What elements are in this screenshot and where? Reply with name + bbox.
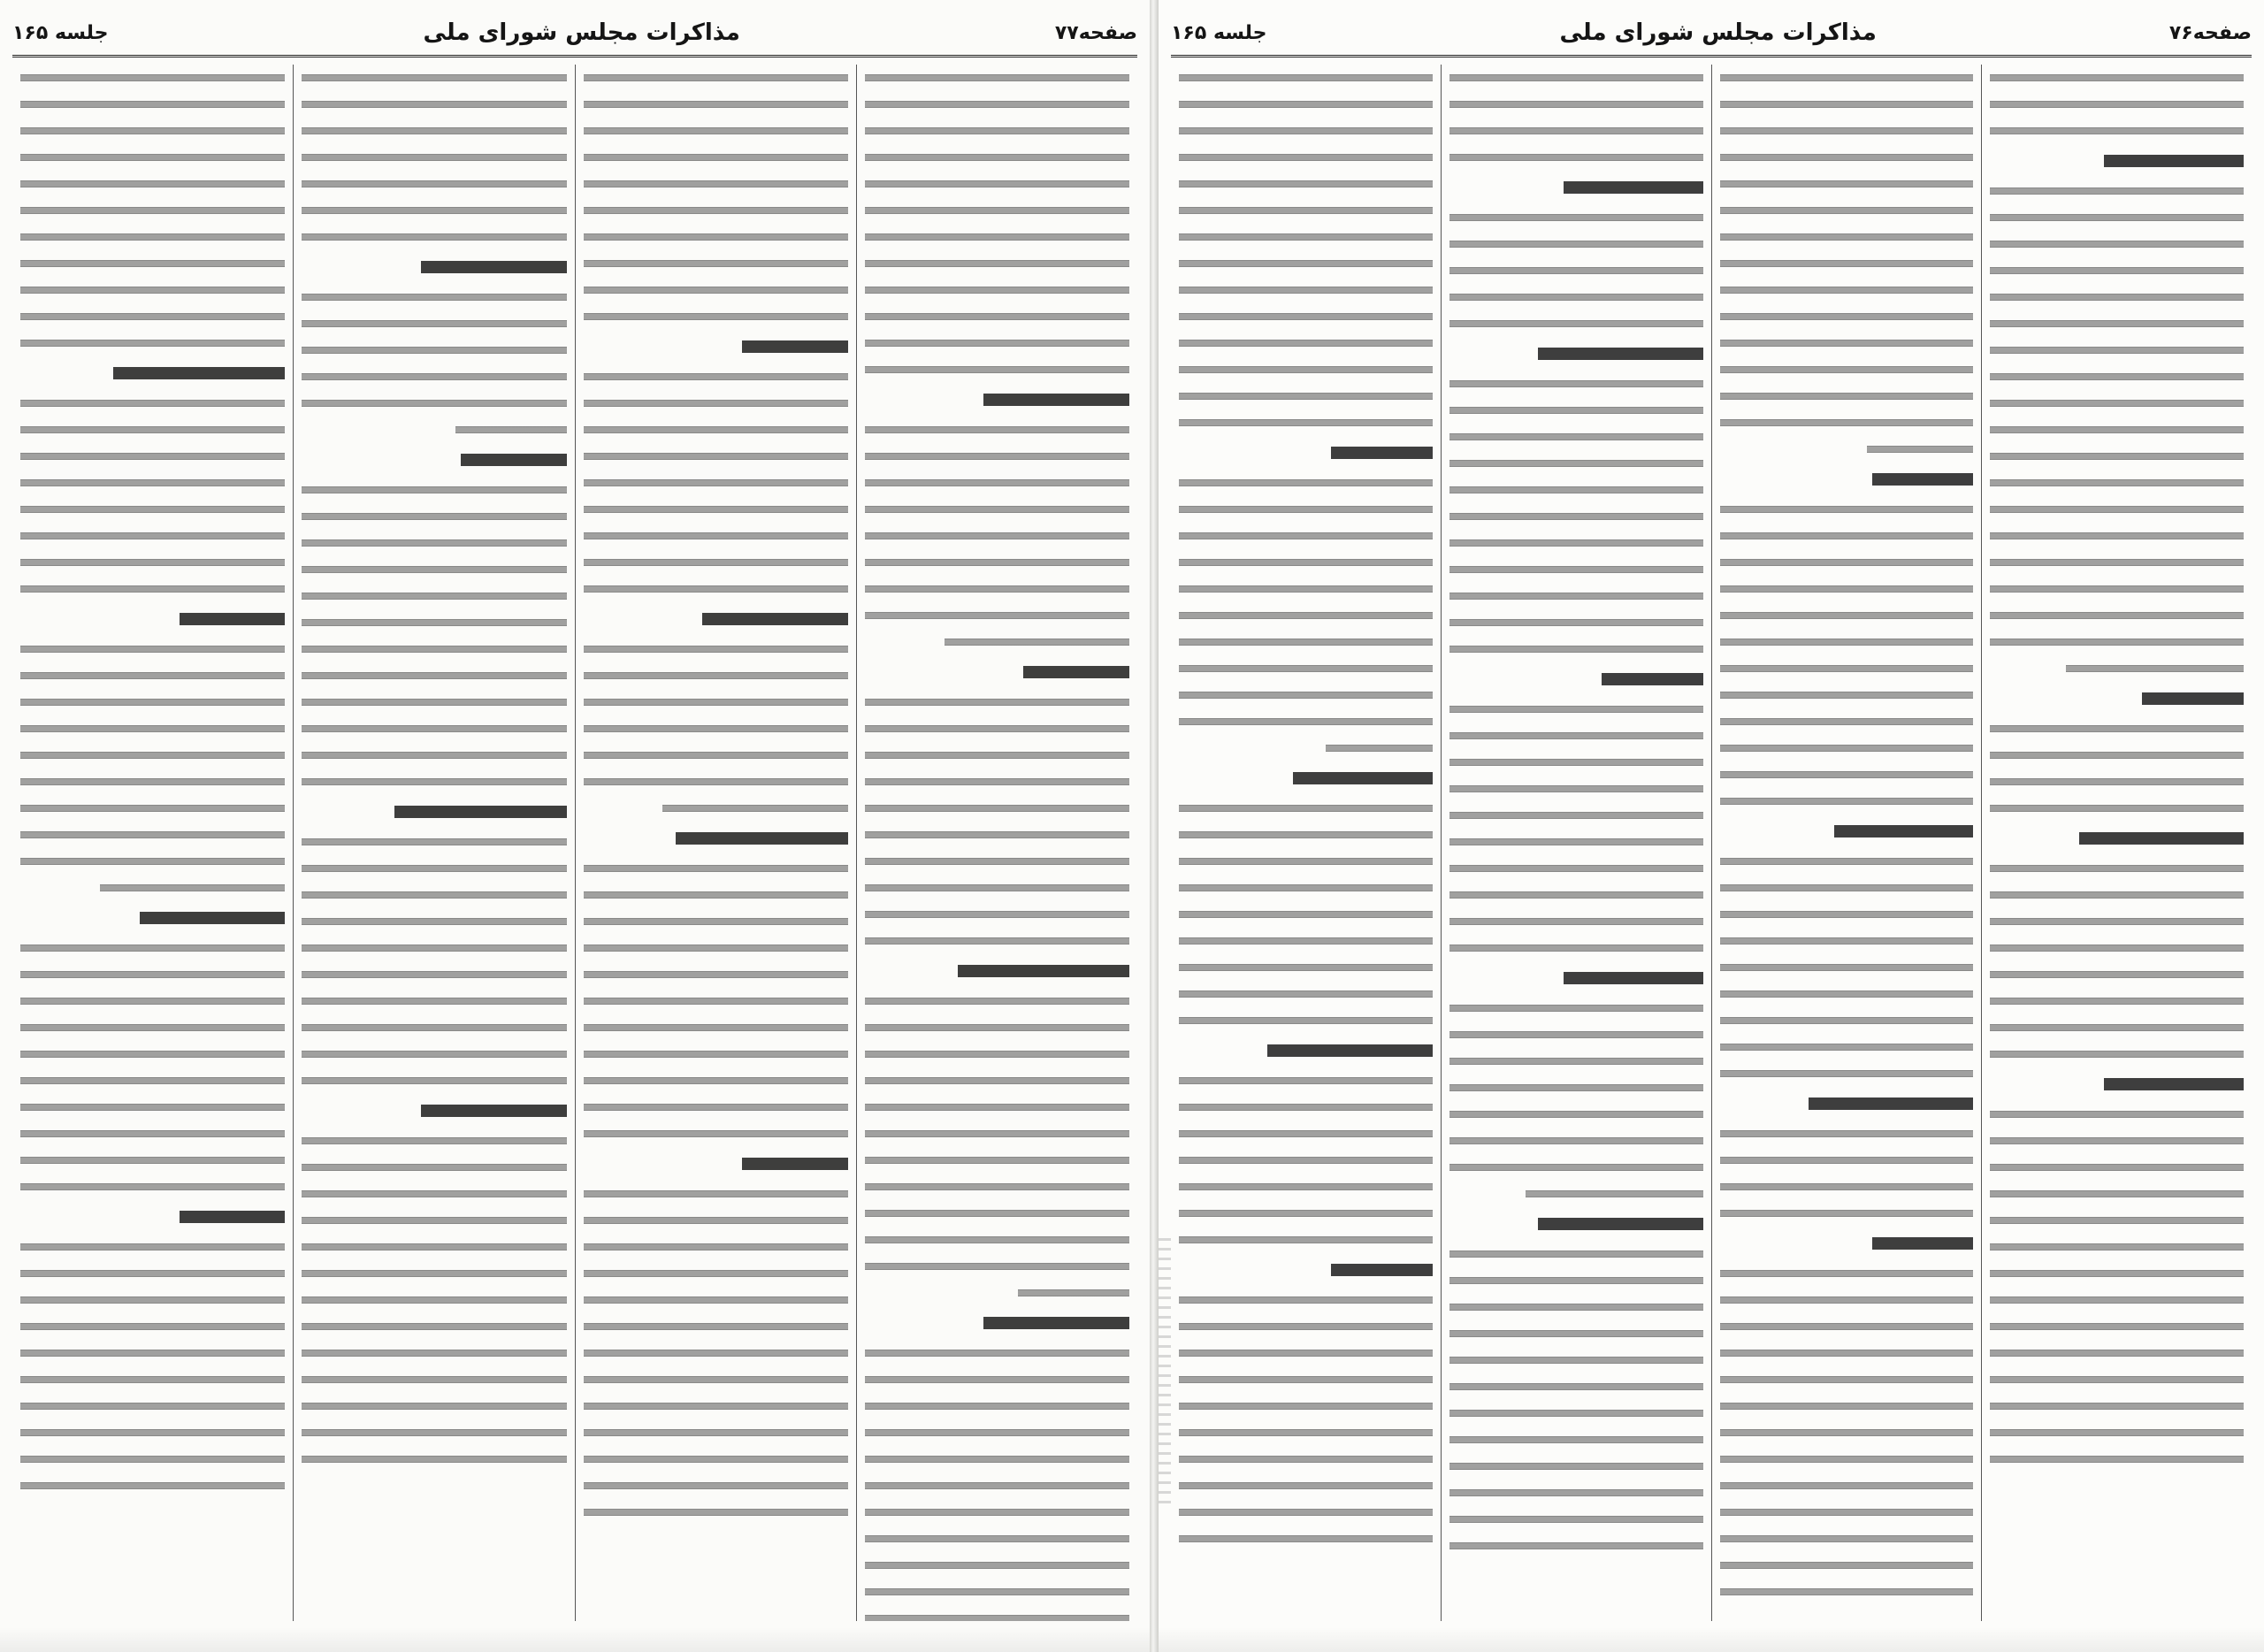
text-block xyxy=(1990,855,2244,1067)
text-block xyxy=(1179,470,1433,735)
text-block xyxy=(1449,696,1703,961)
text-block xyxy=(1449,995,1703,1181)
left-column-1 xyxy=(856,65,1137,1621)
text-block xyxy=(865,417,1129,629)
right-session-label: جلسه ۱۶۵ xyxy=(1171,21,1267,44)
text-block xyxy=(584,636,848,795)
text-block xyxy=(302,1128,566,1472)
book-gutter xyxy=(1150,0,1159,1652)
text-block xyxy=(20,65,285,356)
text-block xyxy=(1018,1280,1129,1306)
speaker-heading xyxy=(1449,176,1703,199)
text-block xyxy=(2066,655,2244,682)
right-column-2 xyxy=(1711,65,1982,1621)
right-column-3 xyxy=(1441,65,1711,1621)
right-column-4 xyxy=(1171,65,1441,1621)
text-block xyxy=(1720,1120,1974,1227)
speaker-heading xyxy=(1449,1212,1703,1235)
speaker-heading xyxy=(302,256,566,279)
text-block xyxy=(1179,1287,1433,1552)
text-block xyxy=(1449,1241,1703,1559)
speaker-heading xyxy=(1990,687,2244,710)
left-page-number: صفحه۷۷ xyxy=(1054,21,1137,44)
text-block xyxy=(455,417,567,443)
speaker-heading xyxy=(1449,967,1703,990)
text-block xyxy=(302,477,566,795)
speaker-heading xyxy=(584,335,848,358)
text-block xyxy=(584,363,848,602)
text-block xyxy=(1179,1067,1433,1253)
speaker-heading xyxy=(1449,668,1703,691)
binding-artifact xyxy=(1159,1238,1171,1503)
speaker-heading xyxy=(1720,1232,1974,1255)
text-block xyxy=(1720,1260,1974,1605)
right-columns xyxy=(1171,65,2252,1621)
left-columns xyxy=(12,65,1137,1621)
text-block xyxy=(302,829,566,1094)
left-session-label: جلسه ۱۶۵ xyxy=(12,21,109,44)
speaker-heading xyxy=(584,827,848,850)
speaker-heading xyxy=(20,608,285,631)
speaker-heading xyxy=(584,608,848,631)
right-page xyxy=(1159,0,2264,1652)
text-block xyxy=(1449,371,1703,662)
speaker-heading xyxy=(1720,820,1974,843)
speaker-heading xyxy=(865,1312,1129,1335)
page-edge-shadow xyxy=(0,1627,1150,1652)
speaker-heading xyxy=(302,800,566,823)
speaker-heading xyxy=(1179,1258,1433,1281)
left-running-title: مذاکرات مجلس شورای ملی xyxy=(423,19,740,46)
speaker-heading xyxy=(302,1099,566,1122)
speaker-heading xyxy=(1179,441,1433,464)
text-block xyxy=(1720,848,1974,1087)
speaker-heading xyxy=(20,906,285,929)
text-block xyxy=(865,988,1129,1280)
text-block xyxy=(1867,436,1973,463)
speaker-heading xyxy=(865,661,1129,684)
text-block xyxy=(20,390,285,602)
text-block xyxy=(20,935,285,1200)
text-block xyxy=(865,65,1129,383)
text-block xyxy=(865,1340,1129,1621)
page-edge-shadow xyxy=(1159,1627,2264,1652)
text-block xyxy=(1720,496,1974,815)
left-column-3 xyxy=(293,65,574,1621)
text-block xyxy=(1990,715,2244,822)
text-block xyxy=(302,65,566,250)
text-block xyxy=(1449,65,1703,171)
text-block xyxy=(302,284,566,417)
left-page-header xyxy=(12,11,1137,57)
text-block xyxy=(584,1181,848,1526)
text-block xyxy=(1526,1181,1703,1207)
speaker-heading xyxy=(1720,468,1974,491)
speaker-heading xyxy=(1720,1092,1974,1115)
right-running-title: مذاکرات مجلس شورای ملی xyxy=(1559,19,1877,46)
speaker-heading xyxy=(1990,149,2244,172)
text-block xyxy=(1179,795,1433,1034)
speaker-heading xyxy=(1990,827,2244,850)
text-block xyxy=(865,689,1129,954)
text-block xyxy=(945,629,1129,655)
text-block xyxy=(662,795,847,822)
left-column-4 xyxy=(12,65,293,1621)
speaker-heading xyxy=(302,448,566,471)
text-block xyxy=(1326,735,1432,761)
right-page-number: صفحه۷۶ xyxy=(2168,21,2252,44)
text-block xyxy=(1990,178,2244,655)
text-block xyxy=(584,855,848,1147)
text-block xyxy=(20,636,285,875)
speaker-heading xyxy=(20,1205,285,1228)
text-block xyxy=(20,1234,285,1499)
left-column-2 xyxy=(575,65,856,1621)
right-page-header xyxy=(1171,11,2252,57)
text-block xyxy=(1720,65,1974,436)
text-block xyxy=(1990,65,2244,144)
text-block xyxy=(1990,1101,2244,1472)
speaker-heading xyxy=(865,388,1129,411)
text-block xyxy=(584,65,848,330)
text-block xyxy=(1179,65,1433,436)
speaker-heading xyxy=(1990,1073,2244,1096)
text-block xyxy=(1449,204,1703,337)
speaker-heading xyxy=(865,960,1129,983)
right-column-1 xyxy=(1981,65,2252,1621)
speaker-heading xyxy=(20,362,285,385)
speaker-heading xyxy=(584,1152,848,1175)
speaker-heading xyxy=(1179,1039,1433,1062)
speaker-heading xyxy=(1449,342,1703,365)
speaker-heading xyxy=(1179,767,1433,790)
text-block xyxy=(100,875,285,901)
